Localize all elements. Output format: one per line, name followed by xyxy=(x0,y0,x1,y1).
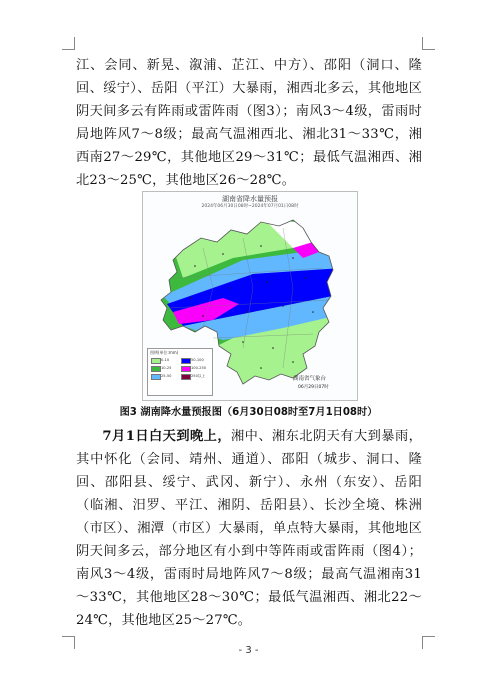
forecast-paragraph-june30: 江、会同、新晃、溆浦、芷江、中方）、邵阳（洞口、隆回、绥宁）、岳阳（平江）大暴雨，湘西北多云，其他地区阴天间多云有阵雨或雷阵雨（图3）；南风3～4级，雷雨时局地阵风7～8级；最高气温湘西北、湘北31～33℃，湘西南27～29℃，其他地区29～31℃；最低气温湘西、湘北23～25℃，其他地区26～28℃。 xyxy=(76,58,422,188)
legend-label-2: 10-25 xyxy=(161,366,172,370)
map-issue-date: 06月29日07时 xyxy=(298,385,329,390)
map-legend xyxy=(147,348,213,396)
legend-swatch-4 xyxy=(181,358,191,364)
map-title: 湖南省降水量预报 xyxy=(222,195,278,203)
legend-swatch-5 xyxy=(181,366,191,372)
legend-swatch-6 xyxy=(181,374,191,380)
legend-label-3: 25-50 xyxy=(161,374,172,378)
legend-swatch-3 xyxy=(151,374,161,380)
map-subtitle: 2024年06月30日08时~2024年07月01日08时 xyxy=(201,204,299,209)
legend-title: 图例(单位:mm) xyxy=(150,350,179,355)
precipitation-forecast-map xyxy=(142,191,358,401)
crop-mark-top-left xyxy=(62,37,75,50)
page-number: - 3 - xyxy=(238,645,259,656)
paragraph-body: 湘中、湘东北阴天有大到暴雨，其中怀化（会同、靖州、通道）、邵阳（城步、洞口、隆回、邵阳县、绥宁、武冈、新宁）、永州（东安）、岳阳（临湘、汨罗、平江、湘阴、岳阳县）、长沙全境、株洲（市区）、湘潭（市区）大暴雨，单点特大暴雨，其他地区阴天间多云，部分地区有小到中等阵雨或雷阵雨（图4）；南风3～4级，雷雨时局地阵风7～8级；最高气温湘南31～33℃，其他地区28～30℃；最低气温湘西、湘北22～24℃，其他地区25～27℃。 xyxy=(76,429,422,628)
crop-mark-top-right xyxy=(422,37,435,50)
paragraph-lead: 7月1日白天到晚上， xyxy=(102,429,231,444)
figure-caption: 图3 湖南降水量预报图（6月30日08时至7月1日08时） xyxy=(119,407,378,418)
legend-label-5: 100-250 xyxy=(191,366,207,370)
legend-label-4: 50-100 xyxy=(191,358,204,362)
legend-label-6: 250以上 xyxy=(191,374,206,378)
legend-swatch-1 xyxy=(151,358,161,364)
forecast-paragraph-july1 xyxy=(76,425,422,632)
legend-label-1: 0-10 xyxy=(161,358,170,362)
legend-swatch-2 xyxy=(151,366,161,372)
map-issuer: 湖南省气象台 xyxy=(293,376,327,382)
